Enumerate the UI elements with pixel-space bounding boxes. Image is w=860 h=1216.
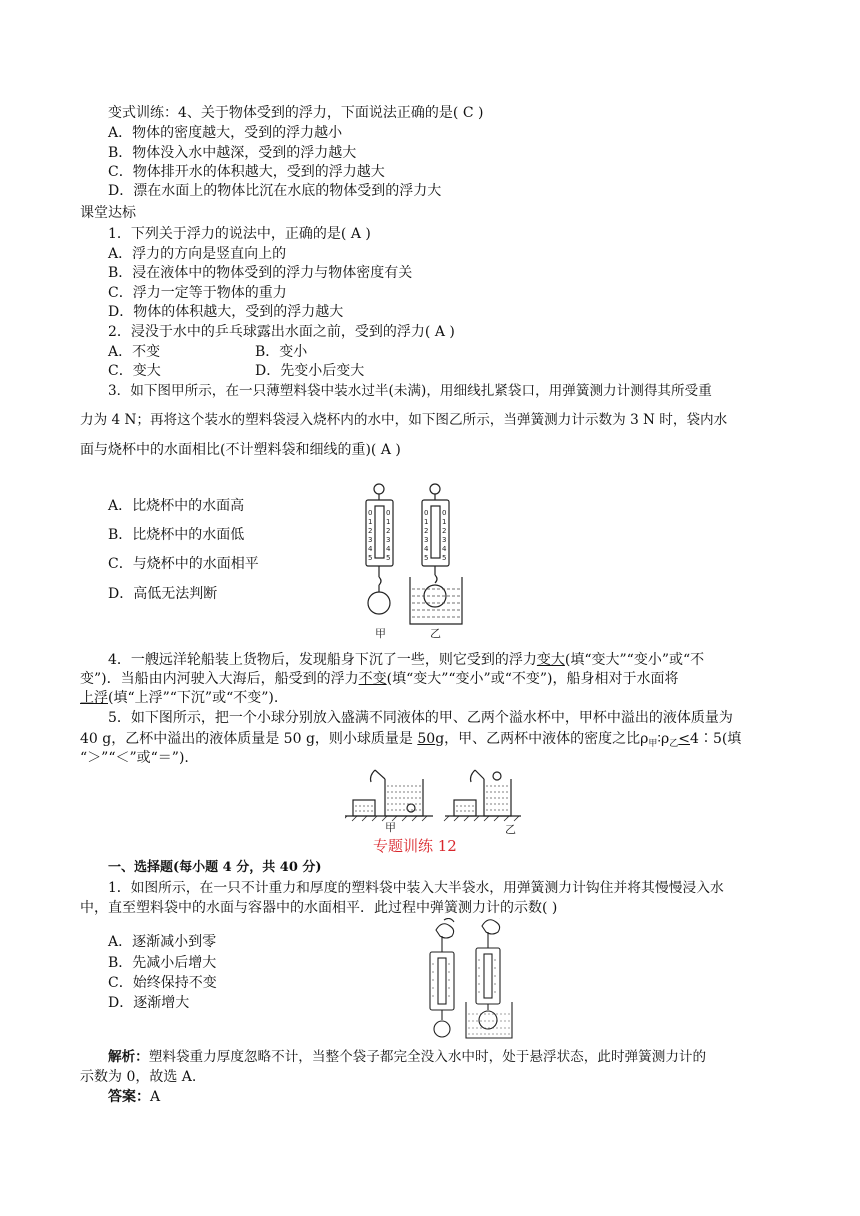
spring-balance-figure — [355, 482, 475, 642]
q1-option-b: B．浸在液体中的物体受到的浮力与物体密度有关 — [108, 265, 413, 281]
q3-option-d: D．高低无法判断 — [108, 586, 218, 602]
q5-answer-1: 50 — [417, 731, 436, 747]
q3-line1: 3．如下图甲所示，在一只薄塑料袋中装水过半(未满)，用细线扎紧袋口，用弹簧测力计测得其所受重 — [108, 383, 712, 399]
v4-option-a: A．物体的密度越大，受到的浮力越小 — [108, 125, 343, 141]
scale-num: 3 — [442, 536, 447, 544]
q1-option-c: C．浮力一定等于物体的重力 — [108, 285, 287, 301]
q2-stem: 2．浸没于水中的乒乓球露出水面之前，受到的浮力( A ) — [108, 324, 455, 340]
fig-label-jia: 甲 — [385, 821, 396, 834]
fig-label-jia: 甲 — [375, 627, 386, 640]
scale-num: 3 — [424, 536, 429, 544]
v4-option-d: D．漂在水面上的物体比沉在水底的物体受到的浮力大 — [108, 183, 442, 199]
q1-stem: 1．下列关于浮力的说法中，正确的是( A ) — [108, 226, 371, 242]
scale-num: 0 — [442, 509, 447, 517]
v4-option-c: C．物体排开水的体积越大，受到的浮力越大 — [108, 164, 385, 180]
q4-line2: 变”)．当船由内河驶入大海后，船受到的浮力不变(填“变大”“变小”或“不变”)，船身相对于水面将 — [80, 671, 679, 687]
q5-answer-2: < — [678, 731, 691, 747]
p1-option-b: B．先减小后增大 — [108, 955, 217, 971]
p1-line1: 1．如图所示，在一只不计重力和厚度的塑料袋中装入大半袋水，用弹簧测力计钩住并将其慢慢浸入水 — [108, 880, 724, 896]
q2-option-b: B．变小 — [255, 344, 308, 360]
scale-num: 3 — [368, 536, 373, 544]
scale-num: 0 — [424, 509, 429, 517]
scale-num: 4 — [368, 545, 373, 553]
scale-num: 0 — [368, 509, 373, 517]
analysis-label: 解析： — [108, 1049, 149, 1065]
hand-spring-balance-figure — [420, 918, 520, 1040]
p1-line2: 中，直至塑料袋中的水面与容器中的水面相平．此过程中弹簧测力计的示数( ) — [80, 900, 558, 916]
scale-num: 4 — [386, 545, 391, 553]
q4-answer-2: 不变 — [358, 671, 387, 687]
q4-answer-3: 上浮 — [80, 690, 108, 706]
overflow-cup-figure — [345, 764, 525, 836]
scale-num: 1 — [424, 518, 429, 526]
q4-line3: 上浮(填“上浮”“下沉”或“不变”). — [80, 690, 279, 706]
p1-analysis-line1: 解析：塑料袋重力厚度忽略不计，当整个袋子都完全没入水中时，处于悬浮状态，此时弹簧测力计的 — [108, 1049, 707, 1065]
q3-option-c: C．与烧杯中的水面相平 — [108, 556, 259, 572]
p1-analysis-line2: 示数为 0，故选 A. — [80, 1069, 197, 1085]
scale-num: 1 — [442, 518, 447, 526]
q5-line2: 40 g，乙杯中溢出的液体质量是 50 g，则小球质量是 50g，甲、乙两杯中液体的密度之比$\rho_甲∶\rho_乙<4∶5$(填 — [80, 731, 742, 749]
v4-option-b: B．物体没入水中越深，受到的浮力越大 — [108, 145, 357, 161]
scale-num: 5 — [442, 554, 447, 562]
scale-num: 1 — [386, 518, 391, 526]
q2-option-a: A．不变 — [108, 344, 161, 360]
scale-num: 3 — [386, 536, 391, 544]
scale-num: 5 — [368, 554, 373, 562]
q4-answer-1: 变大 — [536, 652, 565, 668]
v4-stem: 变式训练：4、关于物体受到的浮力，下面说法正确的是( C ) — [108, 105, 484, 121]
scale-num: 1 — [368, 518, 373, 526]
fig-label-yi: 乙 — [430, 627, 441, 640]
q2-option-c: C．变大 — [108, 363, 161, 379]
q5-line3: “＞”“＜”或“＝”). — [80, 750, 189, 766]
p1-answer: 答案：A — [108, 1089, 161, 1105]
q2-option-d: D．先变小后变大 — [255, 363, 365, 379]
scale-num: 2 — [386, 527, 391, 535]
scale-num: 2 — [368, 527, 373, 535]
q3-option-b: B．比烧杯中的水面低 — [108, 527, 245, 543]
part1-heading: 一、选择题(每小题 4 分，共 40 分) — [108, 860, 322, 875]
p1-option-a: A．逐渐减小到零 — [108, 934, 217, 950]
q3-option-a: A．比烧杯中的水面高 — [108, 498, 245, 514]
scale-num: 2 — [424, 527, 429, 535]
scale-num: 4 — [424, 545, 429, 553]
scale-num: 5 — [386, 554, 391, 562]
q4-line1: 4．一艘远洋轮船装上货物后，发现船身下沉了一些，则它受到的浮力变大(填“变大”“变小”或“不 — [108, 652, 705, 668]
q3-line2: 力为 4 N；再将这个装水的塑料袋浸入烧杯内的水中，如下图乙所示，当弹簧测力计示数为 3 N 时，袋内水 — [80, 412, 728, 428]
scale-num: 4 — [442, 545, 447, 553]
section-title: 课堂达标 — [80, 205, 136, 221]
scale-num: 5 — [424, 554, 429, 562]
q1-option-a: A．浮力的方向是竖直向上的 — [108, 246, 287, 262]
answer-label: 答案： — [108, 1089, 150, 1105]
scale-num: 0 — [386, 509, 391, 517]
p1-option-d: D．逐渐增大 — [108, 995, 190, 1011]
scale-num: 2 — [442, 527, 447, 535]
special-training-heading: 专题训练 12 — [373, 837, 457, 855]
q5-line1: 5．如下图所示，把一个小球分别放入盛满不同液体的甲、乙两个溢水杯中，甲杯中溢出的液体质量为 — [108, 710, 733, 726]
p1-option-c: C．始终保持不变 — [108, 975, 217, 991]
q3-line3: 面与烧杯中的水面相比(不计塑料袋和细线的重)( A ) — [80, 442, 401, 458]
fig-label-yi: 乙 — [505, 823, 516, 836]
q1-option-d: D．物体的体积越大，受到的浮力越大 — [108, 304, 344, 320]
